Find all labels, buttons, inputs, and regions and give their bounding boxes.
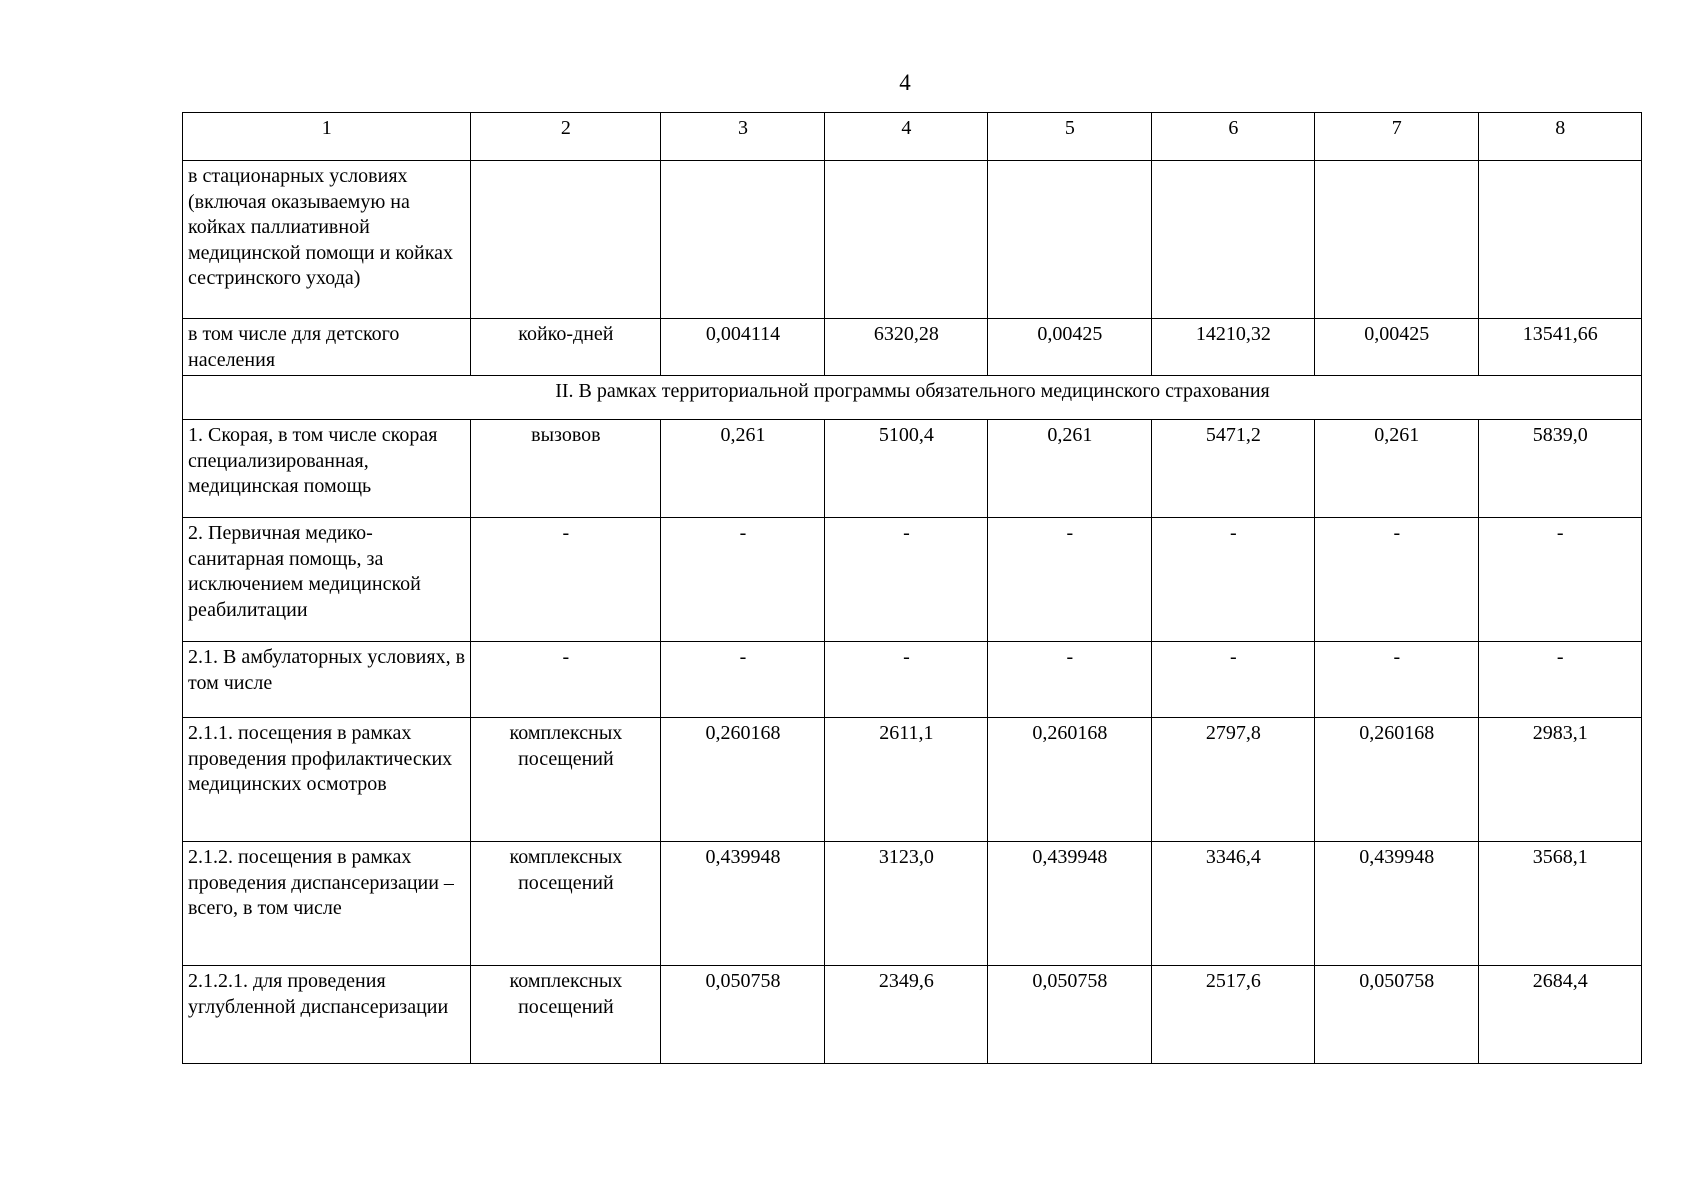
value-cell: - — [661, 518, 824, 642]
unit-cell: койко-дней — [470, 319, 661, 376]
value-cell: 0,261 — [1315, 420, 1478, 518]
row-label: 2.1.2.1. для проведения углубленной диспансеризации — [183, 966, 471, 1064]
column-number: 8 — [1478, 113, 1642, 161]
table-row — [183, 642, 1642, 718]
column-number: 4 — [824, 113, 987, 161]
row-label: в том числе для детского населения — [183, 319, 471, 376]
value-cell: 5471,2 — [1151, 420, 1314, 518]
value-cell: 0,439948 — [988, 842, 1151, 966]
table-row — [183, 420, 1642, 518]
value-cell: 0,439948 — [661, 842, 824, 966]
column-number: 1 — [183, 113, 471, 161]
column-number-row — [183, 113, 1642, 161]
table-row — [183, 842, 1642, 966]
value-cell: 0,261 — [988, 420, 1151, 518]
unit-cell — [470, 161, 661, 319]
value-cell: 5839,0 — [1478, 420, 1642, 518]
column-number: 5 — [988, 113, 1151, 161]
row-label: 2. Первичная медико-санитарная помощь, за исключением медицинской реабилитации — [183, 518, 471, 642]
value-cell: 0,260168 — [988, 718, 1151, 842]
value-cell: - — [1315, 642, 1478, 718]
value-cell: 2797,8 — [1151, 718, 1314, 842]
row-label: 2.1.1. посещения в рамках проведения профилактических медицинских осмотров — [183, 718, 471, 842]
value-cell: - — [824, 518, 987, 642]
column-number: 3 — [661, 113, 824, 161]
value-cell: - — [824, 642, 987, 718]
data-table — [182, 112, 1642, 1064]
table-row — [183, 718, 1642, 842]
unit-cell: комплексных посещений — [470, 842, 661, 966]
value-cell: 0,00425 — [988, 319, 1151, 376]
value-cell — [1315, 161, 1478, 319]
value-cell: 0,050758 — [1315, 966, 1478, 1064]
table-row — [183, 518, 1642, 642]
value-cell: 2517,6 — [1151, 966, 1314, 1064]
value-cell: 0,261 — [661, 420, 824, 518]
value-cell — [988, 161, 1151, 319]
value-cell: 0,050758 — [988, 966, 1151, 1064]
value-cell: 2349,6 — [824, 966, 987, 1064]
column-number: 6 — [1151, 113, 1314, 161]
table-row — [183, 161, 1642, 319]
value-cell: 6320,28 — [824, 319, 987, 376]
value-cell: - — [1151, 642, 1314, 718]
value-cell: 2611,1 — [824, 718, 987, 842]
value-cell: - — [661, 642, 824, 718]
value-cell: 2684,4 — [1478, 966, 1642, 1064]
value-cell: - — [1315, 518, 1478, 642]
value-cell: 14210,32 — [1151, 319, 1314, 376]
value-cell: 13541,66 — [1478, 319, 1642, 376]
row-label: 2.1. В амбулаторных условиях, в том числе — [183, 642, 471, 718]
table-row — [183, 319, 1642, 376]
value-cell: 0,050758 — [661, 966, 824, 1064]
value-cell — [824, 161, 987, 319]
page-number: 4 — [899, 70, 911, 95]
section-row — [183, 376, 1642, 420]
value-cell: 5100,4 — [824, 420, 987, 518]
value-cell: 3123,0 — [824, 842, 987, 966]
value-cell: - — [1478, 642, 1642, 718]
value-cell: 3568,1 — [1478, 842, 1642, 966]
unit-cell: вызовов — [470, 420, 661, 518]
value-cell: - — [1151, 518, 1314, 642]
value-cell — [1478, 161, 1642, 319]
column-number: 7 — [1315, 113, 1478, 161]
unit-cell: - — [470, 518, 661, 642]
value-cell: 0,004114 — [661, 319, 824, 376]
value-cell — [661, 161, 824, 319]
unit-cell: комплексных посещений — [470, 966, 661, 1064]
section-title: II. В рамках территориальной программы обязательного медицинского страхования — [183, 376, 1642, 420]
column-number: 2 — [470, 113, 661, 161]
value-cell: - — [1478, 518, 1642, 642]
row-label: в стационарных условиях (включая оказываемую на койках паллиативной медицинской помощи и койках сестринского ухода) — [183, 161, 471, 319]
table-row — [183, 966, 1642, 1064]
value-cell: 0,00425 — [1315, 319, 1478, 376]
row-label: 1. Скорая, в том числе скорая специализированная, медицинская помощь — [183, 420, 471, 518]
value-cell: 0,260168 — [661, 718, 824, 842]
value-cell: 0,439948 — [1315, 842, 1478, 966]
unit-cell: - — [470, 642, 661, 718]
value-cell: 2983,1 — [1478, 718, 1642, 842]
row-label: 2.1.2. посещения в рамках проведения диспансеризации – всего, в том числе — [183, 842, 471, 966]
value-cell: 0,260168 — [1315, 718, 1478, 842]
value-cell: - — [988, 518, 1151, 642]
value-cell: 3346,4 — [1151, 842, 1314, 966]
value-cell: - — [988, 642, 1151, 718]
unit-cell: комплексных посещений — [470, 718, 661, 842]
value-cell — [1151, 161, 1314, 319]
